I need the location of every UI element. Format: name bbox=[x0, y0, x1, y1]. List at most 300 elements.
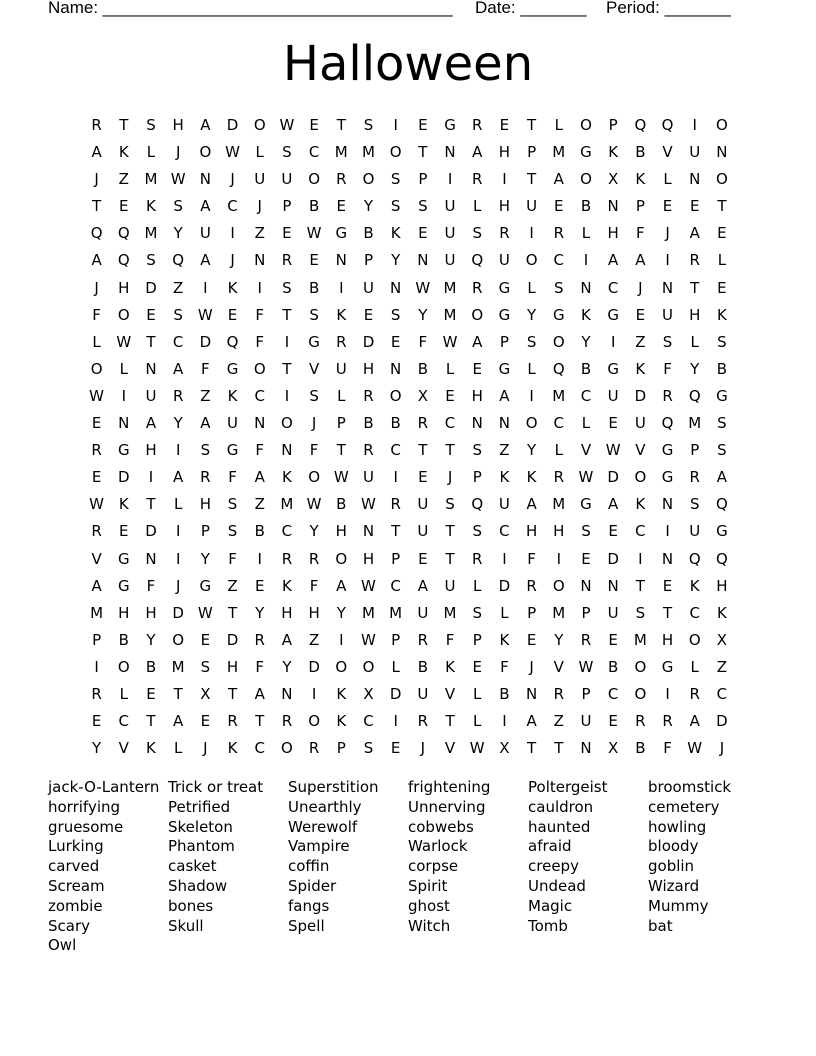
grid-letter: I bbox=[284, 332, 290, 351]
grid-letter: K bbox=[146, 197, 156, 216]
grid-letter: Q bbox=[471, 495, 484, 514]
grid-letter: Q bbox=[688, 386, 701, 405]
grid-letter: P bbox=[336, 739, 346, 758]
grid-letter: U bbox=[580, 712, 592, 731]
grid-letter: Y bbox=[363, 197, 374, 216]
grid-letter: B bbox=[308, 278, 320, 297]
grid-row bbox=[83, 329, 736, 356]
grid-letter: A bbox=[472, 143, 483, 162]
grid-letter: E bbox=[662, 197, 673, 216]
grid-row bbox=[83, 112, 736, 139]
grid-letter: I bbox=[393, 712, 398, 731]
word-bank-item: corpse bbox=[408, 857, 459, 876]
word-bank-item: Unearthly bbox=[288, 797, 362, 816]
word-bank-item: Lurking bbox=[48, 837, 104, 856]
grid-letter: E bbox=[390, 332, 401, 351]
grid-letter: L bbox=[255, 143, 264, 162]
word-bank-item: frightening bbox=[408, 778, 491, 796]
grid-letter: Y bbox=[173, 224, 183, 243]
grid-letter: C bbox=[580, 386, 592, 405]
word-bank-item: cemetery bbox=[648, 797, 720, 816]
grid-letter: A bbox=[716, 468, 728, 487]
word-bank-item: Owl bbox=[48, 936, 77, 955]
grid-letter: G bbox=[716, 386, 728, 405]
grid-letter: Q bbox=[716, 495, 728, 514]
grid-letter: R bbox=[281, 549, 293, 568]
grid-letter: J bbox=[311, 414, 317, 433]
grid-letter: L bbox=[554, 441, 563, 460]
grid-letter: F bbox=[309, 576, 319, 595]
grid-letter: R bbox=[662, 386, 673, 405]
grid-letter: G bbox=[117, 441, 130, 460]
grid-letter: B bbox=[363, 224, 374, 243]
grid-letter: U bbox=[689, 522, 701, 541]
grid-letter: I bbox=[230, 224, 235, 243]
grid-letter: L bbox=[527, 278, 536, 297]
grid-letter: P bbox=[391, 630, 401, 649]
grid-letter: U bbox=[607, 603, 619, 622]
grid-letter: R bbox=[553, 224, 564, 243]
grid-letter: E bbox=[418, 468, 428, 487]
grid-letter: G bbox=[661, 441, 674, 460]
grid-letter: R bbox=[417, 712, 429, 731]
grid-letter: Y bbox=[690, 359, 700, 378]
grid-letter: E bbox=[254, 576, 265, 595]
grid-letter: K bbox=[716, 603, 727, 622]
grid-letter: T bbox=[146, 332, 156, 351]
grid-letter: P bbox=[472, 630, 482, 649]
grid-letter: A bbox=[254, 684, 265, 703]
grid-letter: E bbox=[554, 197, 564, 216]
grid-letter: G bbox=[498, 359, 511, 378]
grid-letter: C bbox=[444, 414, 456, 433]
grid-letter: T bbox=[336, 441, 346, 460]
grid-letter: H bbox=[362, 359, 375, 378]
grid-letter: T bbox=[282, 305, 292, 324]
grid-letter: O bbox=[634, 468, 647, 487]
grid-letter: U bbox=[689, 143, 701, 162]
grid-letter: J bbox=[230, 251, 235, 270]
grid-letter: T bbox=[635, 576, 645, 595]
grid-letter: R bbox=[281, 251, 293, 270]
grid-letter: S bbox=[472, 603, 482, 622]
grid-letter: B bbox=[254, 522, 265, 541]
grid-letter: K bbox=[227, 739, 238, 758]
grid-letter: U bbox=[444, 224, 456, 243]
date-field: Date: _______ bbox=[475, 0, 587, 17]
grid-letter: T bbox=[527, 170, 537, 189]
grid-letter: K bbox=[118, 495, 129, 514]
grid-letter: X bbox=[608, 739, 619, 758]
grid-letter: Z bbox=[635, 332, 646, 351]
word-bank bbox=[48, 778, 788, 956]
grid-letter: G bbox=[607, 359, 619, 378]
grid-letter: S bbox=[227, 495, 238, 514]
grid-letter: T bbox=[554, 739, 564, 758]
grid-letter: S bbox=[146, 251, 156, 270]
grid-letter: T bbox=[527, 116, 537, 134]
grid-letter: A bbox=[336, 576, 347, 595]
grid-letter: P bbox=[527, 143, 537, 162]
grid-letter: N bbox=[607, 576, 619, 595]
grid-letter: X bbox=[608, 170, 619, 189]
grid-letter: N bbox=[118, 414, 130, 433]
grid-letter: A bbox=[91, 251, 102, 270]
grid-letter: S bbox=[717, 414, 727, 433]
grid-letter: F bbox=[255, 441, 265, 460]
grid-letter: E bbox=[526, 630, 537, 649]
grid-letter: U bbox=[281, 170, 293, 189]
grid-letter: S bbox=[445, 495, 455, 514]
grid-letter: W bbox=[415, 278, 431, 297]
word-bank-item: horrifying bbox=[48, 797, 121, 816]
grid-letter: A bbox=[281, 630, 293, 649]
grid-letter: A bbox=[91, 143, 102, 162]
grid-letter: N bbox=[145, 359, 157, 378]
word-bank-item: Tomb bbox=[528, 916, 568, 935]
word-bank-item: Witch bbox=[408, 916, 451, 935]
grid-letter: E bbox=[119, 197, 129, 216]
grid-letter: I bbox=[665, 251, 670, 270]
grid-letter: Z bbox=[200, 386, 211, 405]
grid-letter: V bbox=[118, 739, 129, 758]
grid-letter: R bbox=[227, 712, 238, 731]
grid-letter: J bbox=[94, 170, 99, 189]
grid-letter: U bbox=[254, 170, 266, 189]
grid-letter: K bbox=[635, 170, 646, 189]
grid-letter: U bbox=[362, 278, 374, 297]
grid-letter: R bbox=[580, 630, 592, 649]
grid-letter: O bbox=[525, 251, 538, 270]
grid-letter: L bbox=[690, 332, 699, 351]
grid-letter: E bbox=[200, 712, 211, 731]
grid-letter: C bbox=[716, 684, 728, 703]
grid-letter: O bbox=[580, 170, 592, 189]
grid-letter: W bbox=[170, 170, 186, 189]
grid-letter: G bbox=[580, 143, 592, 162]
grid-letter: D bbox=[172, 603, 184, 622]
grid-letter: S bbox=[662, 332, 673, 351]
grid-letter: N bbox=[498, 414, 511, 433]
grid-letter: A bbox=[200, 414, 211, 433]
grid-letter: R bbox=[363, 441, 374, 460]
grid-letter: H bbox=[553, 522, 565, 541]
grid-letter: Q bbox=[634, 116, 647, 134]
grid-letter: E bbox=[309, 116, 319, 134]
grid-letter: B bbox=[635, 143, 646, 162]
period-field: Period: _______ bbox=[606, 0, 731, 17]
grid-letter: P bbox=[635, 197, 645, 216]
grid-letter: R bbox=[336, 170, 347, 189]
grid-letter: I bbox=[175, 549, 181, 568]
grid-letter: U bbox=[335, 359, 347, 378]
grid-letter: L bbox=[581, 224, 591, 243]
word-bank-empty bbox=[528, 936, 648, 956]
grid-letter: B bbox=[308, 197, 320, 216]
grid-letter: E bbox=[418, 549, 428, 568]
grid-letter: H bbox=[145, 441, 157, 460]
grid-letter: R bbox=[91, 684, 102, 703]
grid-letter: S bbox=[472, 224, 482, 243]
grid-letter: I bbox=[311, 684, 317, 703]
word-bank-item: Warlock bbox=[408, 837, 468, 856]
grid-letter: E bbox=[445, 386, 455, 405]
grid-letter: Y bbox=[391, 251, 401, 270]
grid-letter: O bbox=[281, 739, 293, 758]
grid-letter: T bbox=[418, 143, 428, 162]
word-bank-item: Superstition bbox=[288, 778, 379, 796]
grid-letter: G bbox=[117, 576, 130, 595]
grid-letter: Q bbox=[661, 116, 674, 134]
grid-letter: Y bbox=[527, 441, 537, 460]
grid-letter: W bbox=[578, 657, 594, 676]
grid-row bbox=[83, 166, 736, 193]
grid-letter: W bbox=[197, 603, 213, 622]
grid-letter: A bbox=[173, 359, 184, 378]
grid-letter: T bbox=[282, 359, 292, 378]
word-bank-item: bloody bbox=[648, 837, 699, 856]
grid-letter: H bbox=[471, 386, 483, 405]
grid-letter: P bbox=[418, 170, 428, 189]
grid-letter: A bbox=[553, 170, 564, 189]
grid-letter: N bbox=[689, 170, 701, 189]
grid-letter: E bbox=[363, 305, 374, 324]
word-bank-item: Vampire bbox=[288, 837, 350, 856]
grid-letter: Q bbox=[661, 414, 674, 433]
word-bank-empty bbox=[168, 936, 288, 956]
grid-letter: X bbox=[363, 684, 374, 703]
grid-letter: K bbox=[635, 359, 646, 378]
word-bank-item: cobwebs bbox=[408, 817, 474, 836]
grid-letter: W bbox=[225, 143, 240, 162]
grid-letter: H bbox=[335, 522, 347, 541]
grid-letter: I bbox=[175, 522, 181, 541]
grid-letter: W bbox=[361, 630, 376, 649]
grid-letter: S bbox=[635, 603, 646, 622]
grid-letter: M bbox=[334, 143, 348, 162]
word-bank-item: Wizard bbox=[648, 876, 700, 895]
grid-letter: I bbox=[447, 170, 453, 189]
grid-letter: A bbox=[200, 116, 211, 134]
grid-letter: L bbox=[663, 170, 672, 189]
grid-letter: D bbox=[308, 657, 320, 676]
grid-letter: O bbox=[281, 414, 293, 433]
grid-letter: B bbox=[390, 414, 401, 433]
grid-letter: V bbox=[662, 143, 673, 162]
grid-letter: G bbox=[226, 359, 239, 378]
grid-letter: L bbox=[473, 712, 482, 731]
word-bank-item: casket bbox=[168, 857, 217, 876]
grid-row bbox=[83, 139, 736, 166]
grid-letter: N bbox=[471, 414, 483, 433]
grid-letter: K bbox=[445, 657, 455, 676]
grid-letter: C bbox=[308, 143, 320, 162]
grid-letter: D bbox=[498, 576, 511, 595]
grid-letter: Z bbox=[308, 630, 320, 649]
grid-letter: G bbox=[335, 224, 348, 243]
grid-row bbox=[83, 193, 736, 220]
grid-letter: F bbox=[146, 576, 156, 595]
grid-letter: F bbox=[255, 657, 265, 676]
grid-row bbox=[83, 491, 736, 518]
grid-letter: Y bbox=[309, 522, 319, 541]
grid-letter: S bbox=[526, 332, 537, 351]
grid-letter: C bbox=[281, 522, 293, 541]
grid-letter: H bbox=[226, 657, 239, 676]
grid-letter: E bbox=[119, 522, 129, 541]
grid-letter: M bbox=[688, 414, 702, 433]
grid-letter: K bbox=[118, 143, 129, 162]
grid-letter: E bbox=[717, 278, 727, 297]
grid-letter: U bbox=[662, 305, 674, 324]
grid-letter: A bbox=[145, 414, 157, 433]
word-bank-item: gruesome bbox=[48, 817, 124, 836]
grid-letter: G bbox=[552, 305, 565, 324]
grid-letter: Y bbox=[92, 739, 102, 758]
name-field: Name: _____________________________________ bbox=[48, 0, 453, 17]
grid-letter: N bbox=[661, 549, 674, 568]
grid-letter: Z bbox=[254, 495, 265, 514]
grid-letter: I bbox=[148, 468, 154, 487]
grid-letter: K bbox=[281, 576, 292, 595]
grid-letter: H bbox=[172, 116, 184, 134]
word-bank-item: Mummy bbox=[648, 896, 709, 915]
grid-letter: W bbox=[89, 386, 105, 405]
grid-letter: R bbox=[472, 549, 483, 568]
grid-letter: E bbox=[146, 305, 156, 324]
grid-letter: N bbox=[661, 278, 674, 297]
grid-letter: F bbox=[663, 359, 672, 378]
grid-letter: M bbox=[633, 630, 647, 649]
grid-letter: Q bbox=[471, 251, 484, 270]
grid-letter: U bbox=[227, 414, 239, 433]
word-bank-item: Scary bbox=[48, 916, 91, 935]
grid-letter: J bbox=[719, 739, 725, 758]
grid-letter: W bbox=[361, 495, 376, 514]
grid-row bbox=[83, 546, 736, 573]
grid-letter: E bbox=[309, 251, 319, 270]
grid-letter: G bbox=[580, 495, 592, 514]
grid-letter: M bbox=[552, 143, 566, 162]
grid-letter: L bbox=[445, 359, 455, 378]
word-bank-item: Werewolf bbox=[288, 817, 358, 836]
grid-letter: T bbox=[445, 441, 455, 460]
grid-letter: I bbox=[529, 224, 534, 243]
grid-letter: M bbox=[552, 495, 566, 514]
grid-letter: R bbox=[499, 224, 510, 243]
grid-letter: H bbox=[498, 143, 511, 162]
grid-letter: R bbox=[336, 332, 347, 351]
word-bank-item: cauldron bbox=[528, 797, 594, 816]
grid-letter: R bbox=[472, 278, 483, 297]
grid-letter: N bbox=[390, 359, 402, 378]
grid-letter: S bbox=[227, 522, 238, 541]
grid-letter: L bbox=[527, 359, 536, 378]
grid-letter: Y bbox=[336, 603, 346, 622]
grid-letter: O bbox=[362, 657, 375, 676]
grid-letter: D bbox=[145, 278, 157, 297]
grid-letter: D bbox=[362, 332, 375, 351]
grid-letter: U bbox=[417, 684, 429, 703]
grid-letter: S bbox=[173, 305, 183, 324]
grid-letter: V bbox=[444, 684, 456, 703]
grid-letter: L bbox=[473, 684, 482, 703]
grid-letter: R bbox=[662, 712, 673, 731]
grid-row bbox=[83, 708, 736, 735]
grid-letter: K bbox=[227, 278, 238, 297]
grid-letter: Z bbox=[173, 278, 184, 297]
grid-letter: U bbox=[607, 386, 619, 405]
grid-letter: O bbox=[389, 386, 402, 405]
grid-letter: G bbox=[661, 468, 674, 487]
grid-letter: E bbox=[608, 522, 618, 541]
grid-letter: R bbox=[91, 522, 102, 541]
grid-letter: B bbox=[499, 684, 510, 703]
word-bank-item: jack-O-Lantern bbox=[48, 778, 160, 796]
grid-letter: I bbox=[583, 251, 589, 270]
grid-letter: S bbox=[309, 305, 319, 324]
grid-letter: S bbox=[173, 197, 183, 216]
grid-letter: O bbox=[525, 414, 538, 433]
grid-letter: R bbox=[472, 170, 483, 189]
grid-letter: S bbox=[363, 739, 374, 758]
grid-letter: Z bbox=[254, 224, 265, 243]
grid-letter: E bbox=[662, 576, 673, 595]
grid-letter: F bbox=[201, 359, 210, 378]
grid-letter: Y bbox=[418, 305, 428, 324]
grid-letter: S bbox=[282, 143, 292, 162]
word-bank-item: Spirit bbox=[408, 876, 448, 895]
grid-letter: N bbox=[525, 684, 538, 703]
grid-letter: S bbox=[689, 495, 700, 514]
grid-letter: R bbox=[689, 684, 700, 703]
word-bank-item: carved bbox=[48, 857, 100, 876]
grid-letter: K bbox=[716, 305, 727, 324]
grid-letter: R bbox=[91, 116, 102, 134]
grid-letter: E bbox=[472, 657, 482, 676]
grid-letter: R bbox=[308, 739, 320, 758]
grid-letter: O bbox=[335, 657, 348, 676]
grid-row bbox=[83, 410, 736, 437]
grid-letter: L bbox=[146, 143, 156, 162]
grid-letter: N bbox=[716, 143, 728, 162]
grid-letter: N bbox=[254, 414, 266, 433]
grid-letter: F bbox=[228, 468, 237, 487]
grid-letter: B bbox=[145, 657, 157, 676]
grid-letter: I bbox=[257, 278, 262, 297]
word-bank-empty bbox=[648, 936, 768, 956]
grid-letter: I bbox=[339, 278, 344, 297]
grid-letter: O bbox=[716, 116, 728, 134]
grid-letter: D bbox=[118, 468, 130, 487]
grid-letter: P bbox=[472, 468, 482, 487]
grid-letter: N bbox=[444, 143, 456, 162]
grid-letter: E bbox=[472, 359, 482, 378]
grid-letter: P bbox=[581, 603, 591, 622]
grid-letter: E bbox=[608, 414, 618, 433]
grid-letter: K bbox=[635, 495, 646, 514]
grid-letter: G bbox=[661, 657, 674, 676]
grid-letter: K bbox=[146, 739, 156, 758]
grid-letter: G bbox=[117, 549, 130, 568]
grid-letter: T bbox=[146, 495, 156, 514]
grid-letter: T bbox=[690, 278, 700, 297]
grid-letter: V bbox=[553, 657, 564, 676]
grid-letter: W bbox=[442, 332, 458, 351]
grid-letter: U bbox=[417, 603, 429, 622]
grid-letter: R bbox=[417, 630, 429, 649]
grid-letter: N bbox=[335, 251, 347, 270]
